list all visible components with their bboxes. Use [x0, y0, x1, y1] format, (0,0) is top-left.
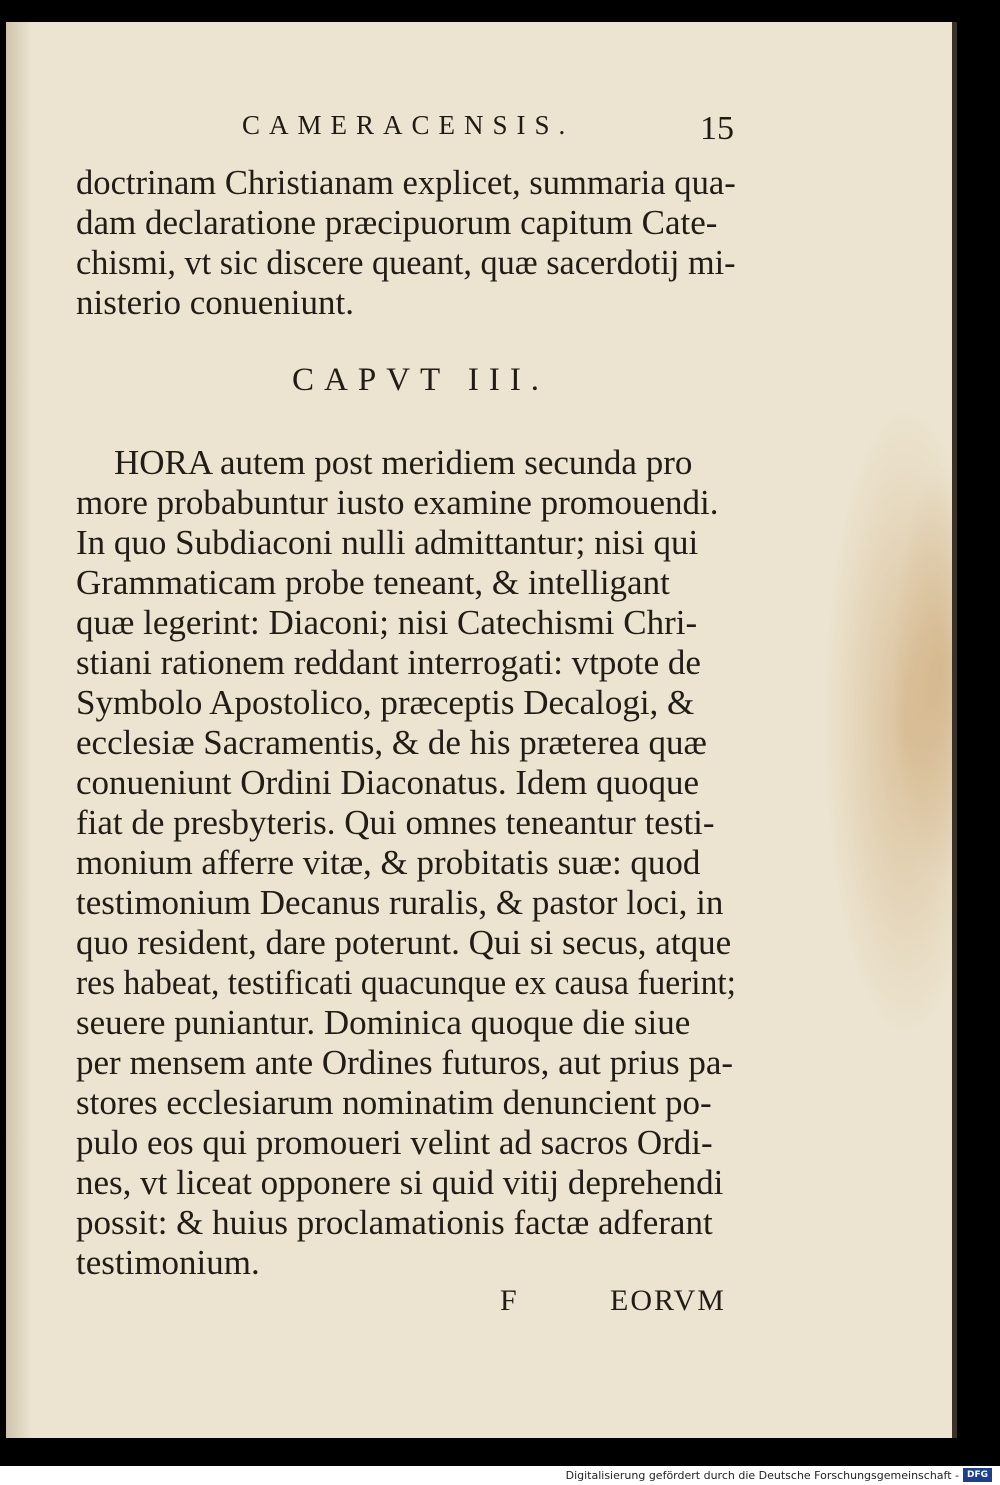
page-number: 15 [700, 110, 734, 147]
text-line: seuere puniantur. Dominica quoque die siue [76, 1003, 691, 1042]
text-line: quæ legerint: Diaconi; nisi Catechismi Chri- [76, 603, 698, 642]
text-line: pulo eos qui promoueri velint ad sacros Ordi- [76, 1123, 713, 1162]
text-line: Symbolo Apostolico, præceptis Decalogi, & [76, 683, 695, 722]
signature-mark: F [500, 1284, 517, 1317]
footer-text: Digitalisierung gefördert durch die Deutsche Forschungsgemeinschaft - [565, 1468, 959, 1482]
page-edge [952, 22, 957, 1438]
text-line: conueniunt Ordini Diaconatus. Idem quoque [76, 763, 700, 802]
text-line: more probabuntur iusto examine promouendi. [76, 483, 719, 522]
text-line: ecclesiæ Sacramentis, & de his præterea quæ [76, 723, 707, 762]
chapter-heading: CAPVT III. [292, 362, 550, 398]
text-line: res habeat, testificati quacunque ex causa fuerint; [76, 963, 736, 1002]
text-line: In quo Subdiaconi nulli admittantur; nisi qui [76, 523, 699, 562]
running-head: CAMERACENSIS. [242, 110, 575, 140]
text-line: HORA autem post meridiem secunda pro [114, 443, 693, 482]
digitization-credit [566, 1468, 992, 1482]
text-line: testimonium. [76, 1243, 260, 1282]
text-line: nisterio conueniunt. [76, 283, 355, 322]
text-line: testimonium Decanus ruralis, & pastor loci, in [76, 883, 724, 922]
text-line: quo resident, dare poterunt. Qui si secus, atque [76, 923, 732, 962]
text-line: monium afferre vitæ, & probitatis suæ: quod [76, 843, 701, 882]
text-line: doctrinam Christianam explicet, summaria qua- [76, 163, 736, 202]
text-line: stiani rationem reddant interrogati: vtpote de [76, 643, 701, 682]
text-line: stores ecclesiarum nominatim denuncient po- [76, 1083, 712, 1122]
text-line: Grammaticam probe teneant, & intelligant [76, 563, 670, 602]
text-line: per mensem ante Ordines futuros, aut prius pa- [76, 1043, 734, 1082]
catchword: EORVM [610, 1284, 726, 1317]
text-line: possit: & huius proclamationis factæ adferant [76, 1203, 713, 1242]
text-line: fiat de presbyteris. Qui omnes teneantur testi- [76, 803, 715, 842]
text-line: dam declaratione præcipuorum capitum Cate- [76, 203, 718, 242]
dfg-logo: DFG [963, 1468, 992, 1482]
text-line: nes, vt liceat opponere si quid vitij deprehendi [76, 1163, 724, 1202]
text-line: chismi, vt sic discere queant, quæ sacerdotij mi- [76, 243, 736, 282]
